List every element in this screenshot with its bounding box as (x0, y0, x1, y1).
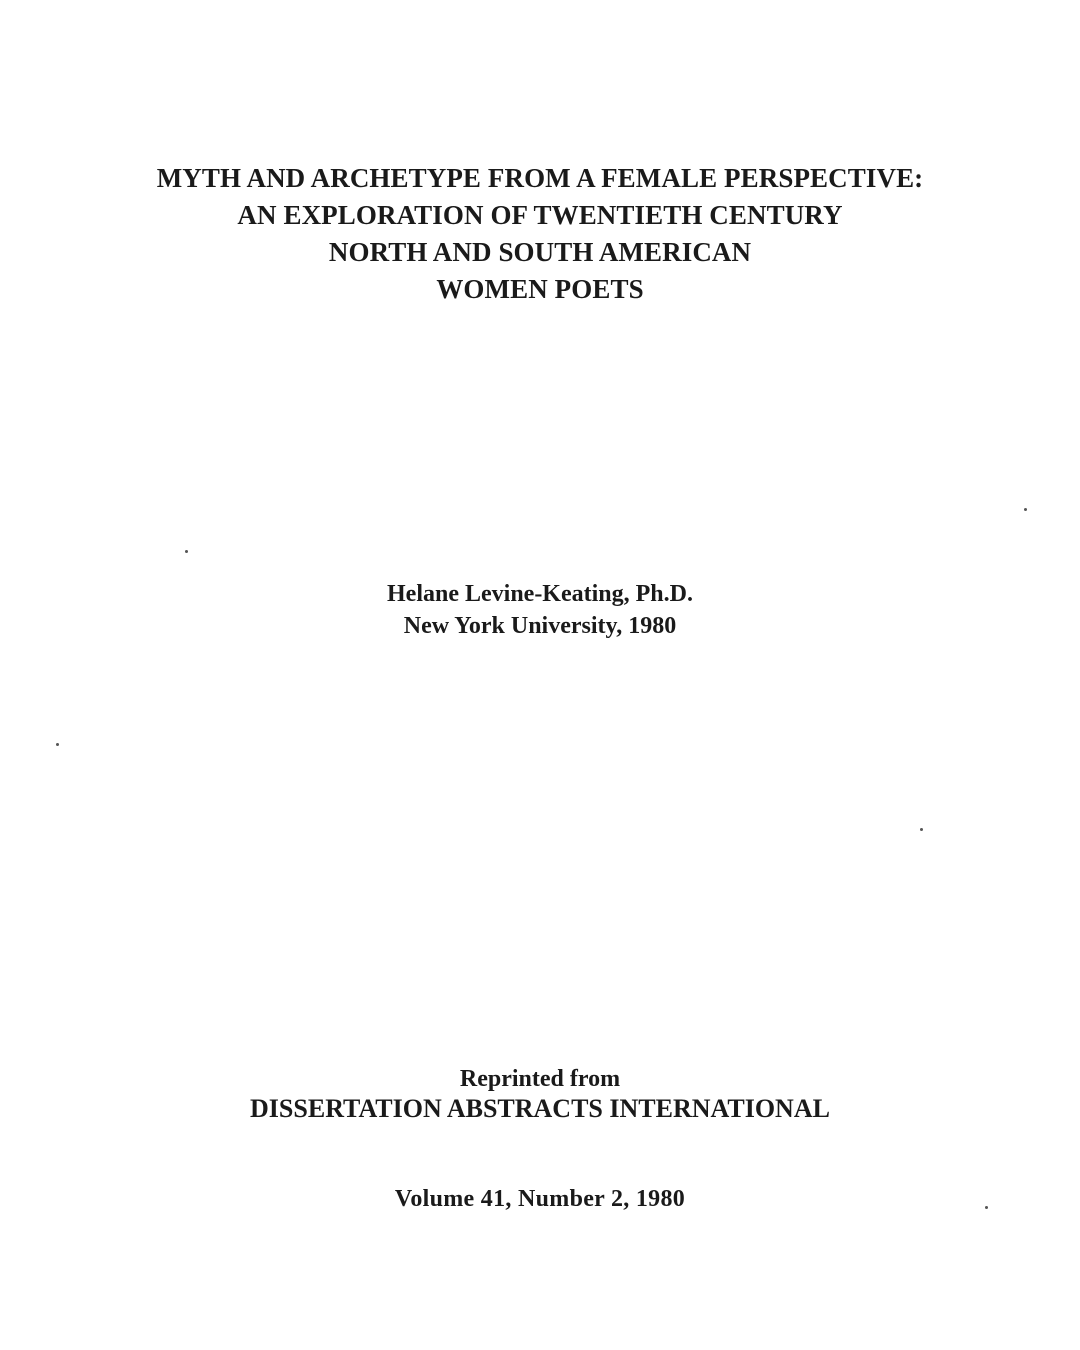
reprint-info (0, 1064, 1080, 1124)
scan-speck (1024, 508, 1027, 511)
reprint-source: DISSERTATION ABSTRACTS INTERNATIONAL (250, 1094, 830, 1123)
author-institution: New York University, 1980 (403, 613, 677, 639)
volume-text: Volume 41, Number 2, 1980 (394, 1186, 686, 1212)
title-line-1: MYTH AND ARCHETYPE FROM A FEMALE PERSPECTIVE: (156, 163, 924, 193)
scan-speck (185, 550, 188, 553)
author-name: Helane Levine-Keating, Ph.D. (387, 581, 693, 607)
title-line-3: NORTH AND SOUTH AMERICAN (328, 237, 752, 267)
reprint-label: Reprinted from (459, 1066, 621, 1092)
volume-info (0, 1184, 1080, 1214)
dissertation-title (0, 160, 1080, 308)
author-info (0, 578, 1080, 642)
scan-speck (985, 1206, 988, 1209)
title-line-4: WOMEN POETS (436, 274, 644, 304)
title-line-2: AN EXPLORATION OF TWENTIETH CENTURY (237, 200, 843, 230)
scan-speck (56, 743, 59, 746)
scan-speck (920, 828, 923, 831)
